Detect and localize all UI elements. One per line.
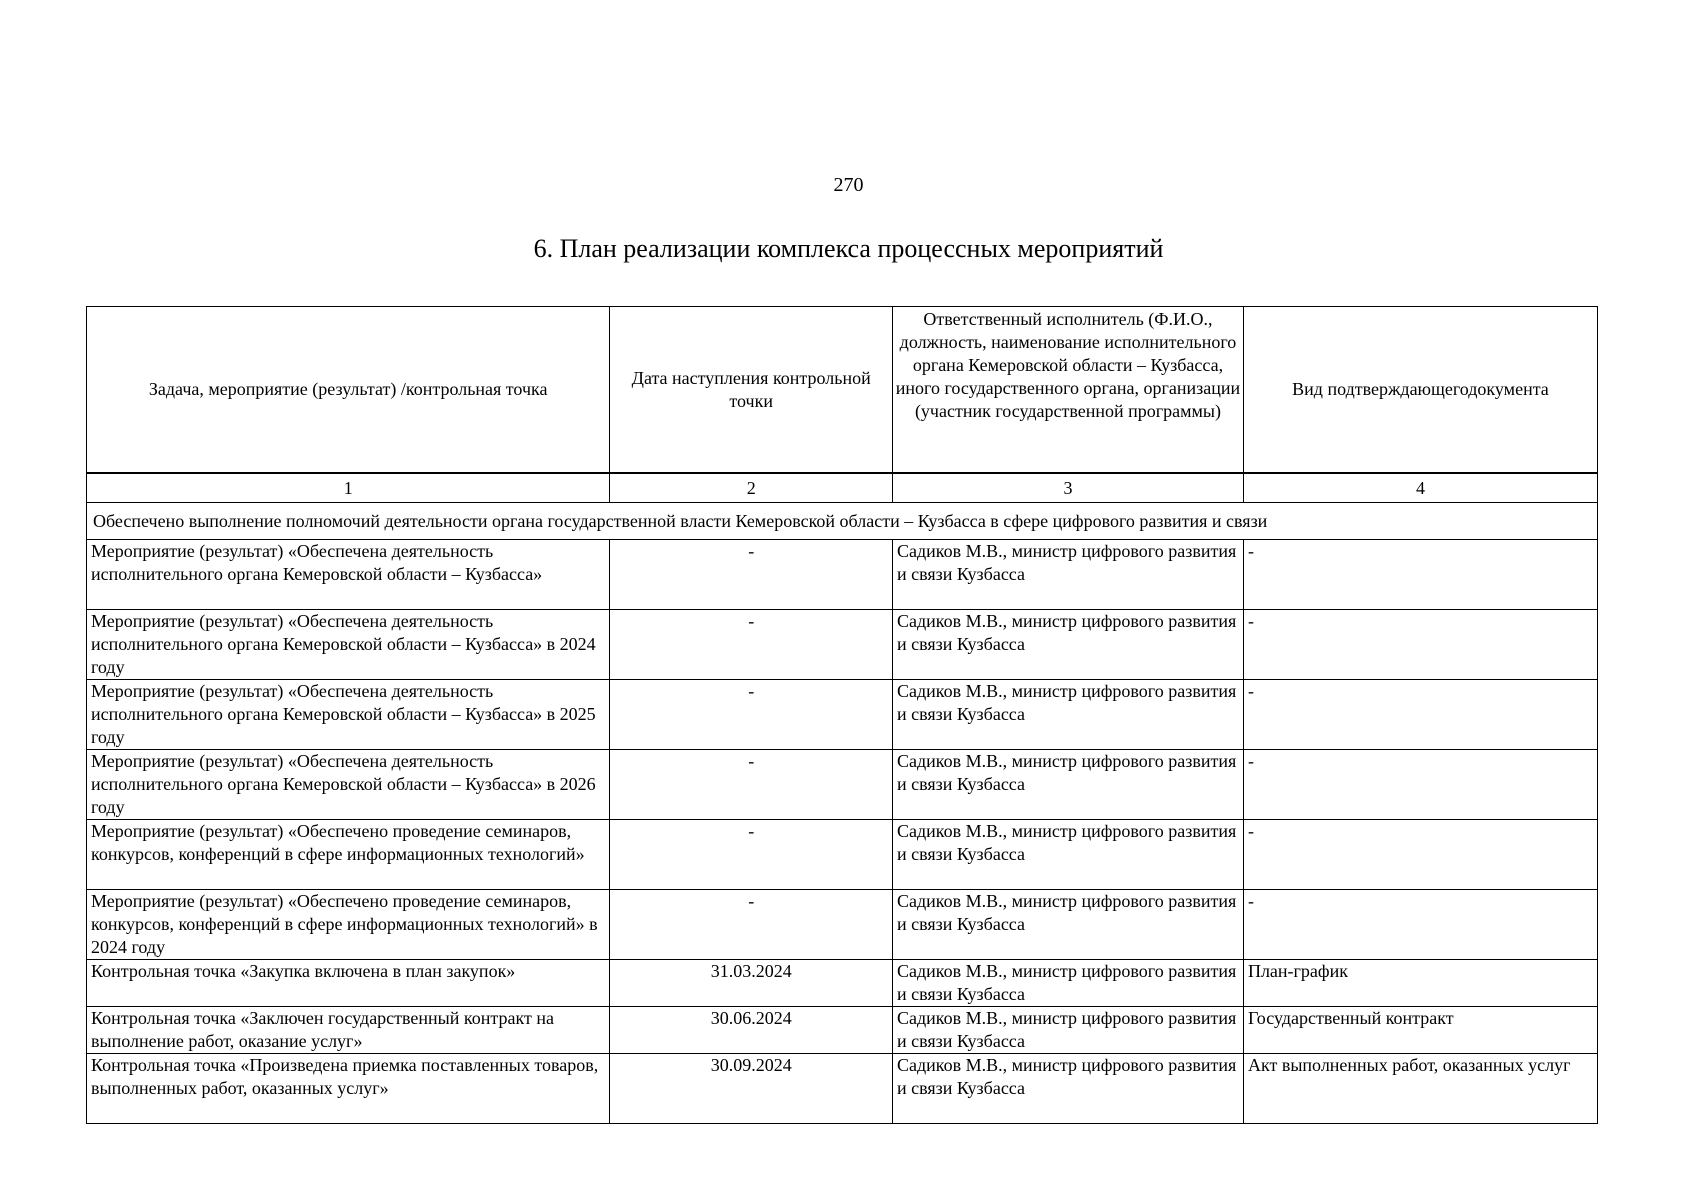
date-cell: -: [610, 680, 893, 750]
responsible-cell: Садиков М.В., министр цифрового развития и связи Кузбасса: [893, 820, 1244, 890]
table-header-row: [87, 307, 1598, 474]
document-cell: -: [1243, 540, 1597, 610]
header-responsible: Ответственный исполнитель (Ф.И.О., должность, наименование исполнительного органа Кемеровской области – Кузбасса, иного государственного органа, организации (участник государственной программы): [893, 307, 1244, 474]
task-cell: Контрольная точка «Закупка включена в план закупок»: [87, 960, 610, 1007]
table-row: [87, 750, 1598, 820]
date-cell: -: [610, 610, 893, 680]
document-cell: -: [1243, 750, 1597, 820]
document-cell: Государственный контракт: [1243, 1007, 1597, 1054]
date-cell: -: [610, 820, 893, 890]
table-row: [87, 960, 1598, 1007]
task-cell: Мероприятие (результат) «Обеспечено проведение семинаров, конкурсов, конференций в сфере информационных технологий»: [87, 820, 610, 890]
column-number: 2: [610, 473, 893, 503]
date-cell: -: [610, 540, 893, 610]
table-row: [87, 680, 1598, 750]
responsible-cell: Садиков М.В., министр цифрового развития и связи Кузбасса: [893, 680, 1244, 750]
document-cell: -: [1243, 680, 1597, 750]
page-title: 6. План реализации комплекса процессных мероприятий: [533, 234, 1164, 263]
responsible-cell: Садиков М.В., министр цифрового развития и связи Кузбасса: [893, 750, 1244, 820]
responsible-cell: Садиков М.В., министр цифрового развития и связи Кузбасса: [893, 890, 1244, 960]
task-cell: Мероприятие (результат) «Обеспечена деятельность исполнительного органа Кемеровской области – Кузбасса»: [87, 540, 610, 610]
column-number: 3: [893, 473, 1244, 503]
column-numbers-row: [87, 473, 1598, 503]
document-cell: План-график: [1243, 960, 1597, 1007]
task-cell: Контрольная точка «Произведена приемка поставленных товаров, выполненных работ, оказанных услуг»: [87, 1054, 610, 1124]
date-cell: -: [610, 890, 893, 960]
document-cell: -: [1243, 820, 1597, 890]
responsible-cell: Садиков М.В., министр цифрового развития и связи Кузбасса: [893, 960, 1244, 1007]
table-row: [87, 540, 1598, 610]
column-number: 1: [87, 473, 610, 503]
document-cell: Акт выполненных работ, оказанных услуг: [1243, 1054, 1597, 1124]
table-row: [87, 890, 1598, 960]
table-row: [87, 1007, 1598, 1054]
table-row: [87, 610, 1598, 680]
task-cell: Мероприятие (результат) «Обеспечена деятельность исполнительного органа Кемеровской области – Кузбасса» в 2026 году: [87, 750, 610, 820]
date-cell: 30.06.2024: [610, 1007, 893, 1054]
responsible-cell: Садиков М.В., министр цифрового развития и связи Кузбасса: [893, 540, 1244, 610]
task-cell: Мероприятие (результат) «Обеспечена деятельность исполнительного органа Кемеровской области – Кузбасса» в 2025 году: [87, 680, 610, 750]
responsible-cell: Садиков М.В., министр цифрового развития и связи Кузбасса: [893, 1007, 1244, 1054]
section-title: Обеспечено выполнение полномочий деятельности органа государственной власти Кемеровской области – Кузбасса в сфере цифрового развития и связи: [87, 503, 1598, 540]
date-cell: 30.09.2024: [610, 1054, 893, 1124]
date-cell: 31.03.2024: [610, 960, 893, 1007]
header-date: Дата наступления контрольной точки: [610, 307, 893, 474]
header-document: Вид подтверждающегодокумента: [1243, 307, 1597, 474]
section-row: [87, 503, 1598, 540]
responsible-cell: Садиков М.В., министр цифрового развития и связи Кузбасса: [893, 1054, 1244, 1124]
document-cell: -: [1243, 610, 1597, 680]
document-cell: -: [1243, 890, 1597, 960]
responsible-cell: Садиков М.В., министр цифрового развития и связи Кузбасса: [893, 610, 1244, 680]
table-row: [87, 1054, 1598, 1124]
date-cell: -: [610, 750, 893, 820]
table-row: [87, 820, 1598, 890]
task-cell: Мероприятие (результат) «Обеспечена деятельность исполнительного органа Кемеровской области – Кузбасса» в 2024 году: [87, 610, 610, 680]
plan-table: [86, 306, 1598, 1124]
task-cell: Контрольная точка «Заключен государственный контракт на выполнение работ, оказание услуг»: [87, 1007, 610, 1054]
header-task: Задача, мероприятие (результат) /контрольная точка: [87, 307, 610, 474]
task-cell: Мероприятие (результат) «Обеспечено проведение семинаров, конкурсов, конференций в сфере информационных технологий» в 2024 году: [87, 890, 610, 960]
column-number: 4: [1243, 473, 1597, 503]
page-number: 270: [833, 174, 864, 196]
